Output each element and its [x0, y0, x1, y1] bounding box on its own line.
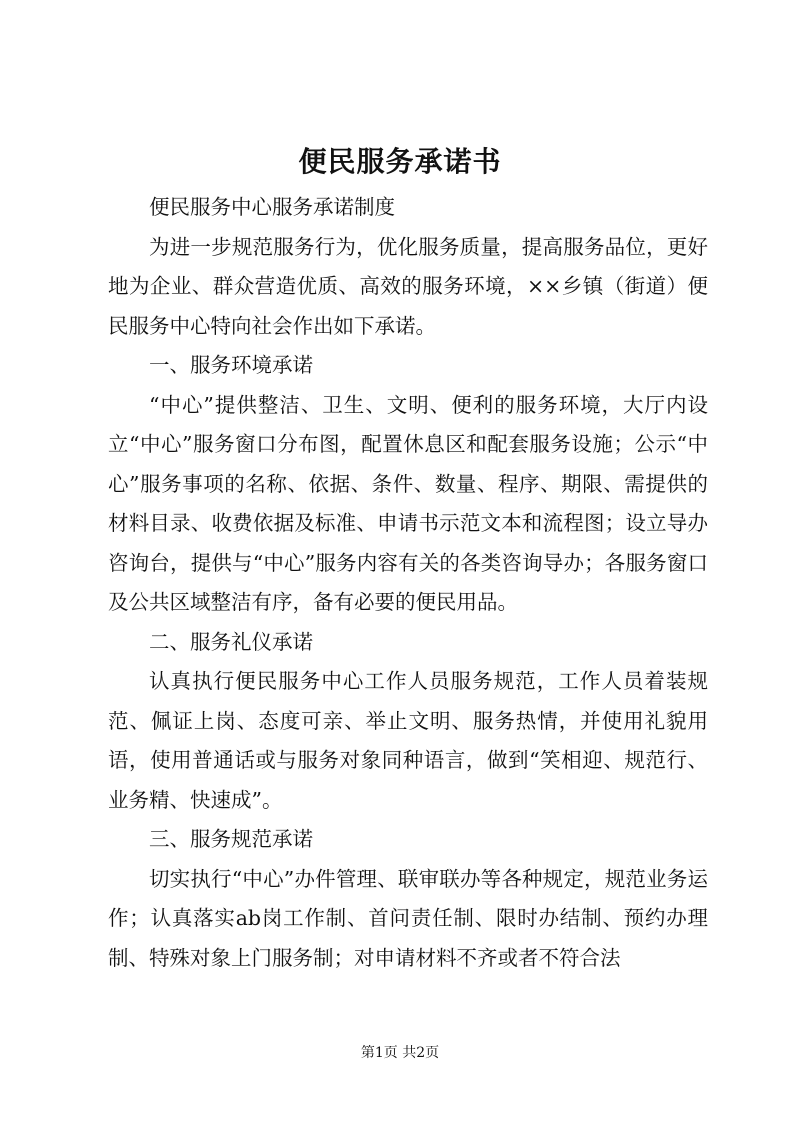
etiquette-paragraph: 认真执行便民服务中心工作人员服务规范，工作人员着装规范、佩证上岗、态度可亲、举止文明、服务热情，并使用礼貌用语，使用普通话或与服务对象同种语言，做到“笑相迎、规范行、业务精、快速成”。	[108, 669, 708, 812]
page-number: 第1页 共2页	[360, 1045, 440, 1061]
document-title: 便民服务承诺书	[298, 145, 502, 178]
section-heading-standards: 三、服务规范承诺	[149, 827, 313, 851]
intro-paragraph: 为进一步规范服务行为，优化服务质量，提高服务品位，更好地为企业、群众营造优质、高效的服务环境，××乡镇（街道）便民服务中心特向社会作出如下承诺。	[108, 234, 708, 338]
standards-paragraph: 切实执行“中心”办件管理、联审联办等各种规定，规范业务运作；认真落实ab岗工作制、首问责任制、限时办结制、预约办理制、特殊对象上门服务制；对申请材料不齐或者不符合法	[108, 866, 708, 970]
subtitle-paragraph: 便民服务中心服务承诺制度	[149, 195, 395, 219]
environment-paragraph: “中心”提供整洁、卫生、文明、便利的服务环境，大厅内设立“中心”服务窗口分布图，配置休息区和配套服务设施；公示“中心”服务事项的名称、依据、条件、数量、程序、期限、需提供的材料目录、收费依据及标准、申请书示范文本和流程图；设立导办咨询台，提供与“中心”服务内容有关的各类咨询导办；各服务窗口及公共区域整洁有序，备有必要的便民用品。	[108, 392, 708, 614]
section-heading-etiquette: 二、服务礼仪承诺	[149, 629, 313, 654]
document-body	[108, 188, 708, 978]
section-heading-environment: 一、服务环境承诺	[149, 353, 313, 377]
